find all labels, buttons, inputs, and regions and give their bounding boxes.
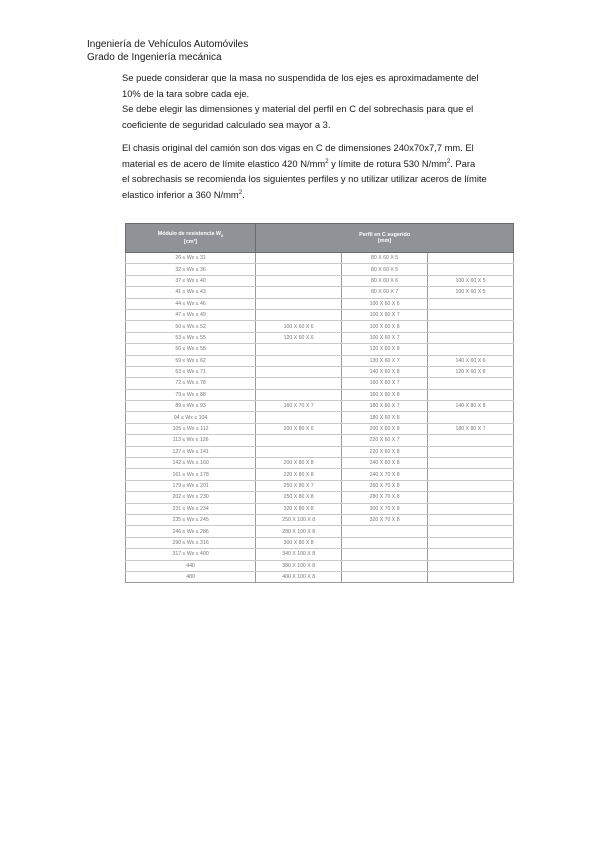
table-cell [428, 469, 514, 480]
table-row [126, 355, 514, 366]
table-cell: 200 X 60 X 8 [342, 423, 428, 434]
paragraph-line: Se debe elegir las dimensiones y material del perfil en C del sobrechasis para que el [122, 103, 474, 115]
superscript: 2 [238, 189, 243, 196]
text-run: . Para [450, 157, 476, 169]
table-cell [256, 287, 342, 298]
table-row [126, 423, 514, 434]
table-cell [428, 309, 514, 320]
table-cell [428, 446, 514, 457]
table-cell: 37 ≤ Wx ≤ 40 [126, 275, 256, 286]
table-row [126, 503, 514, 514]
table-cell: 56 ≤ Wx ≤ 58 [126, 344, 256, 355]
table-row [126, 435, 514, 446]
column-header-modulus [126, 224, 256, 253]
table-cell [256, 298, 342, 309]
column-header-profile [256, 224, 514, 253]
table-row [126, 480, 514, 491]
table-cell [256, 344, 342, 355]
table-cell [428, 412, 514, 423]
table-cell: 80 X 60 X 5 [342, 253, 428, 264]
table-cell [428, 480, 514, 491]
table-cell [256, 389, 342, 400]
table-cell [256, 412, 342, 423]
table-row [126, 287, 514, 298]
table-cell [428, 332, 514, 343]
table-cell [342, 537, 428, 548]
table-cell [428, 321, 514, 332]
table-cell: 80 X 60 X 5 [342, 264, 428, 275]
table-cell [428, 537, 514, 548]
table-cell: 400 X 100 X 8 [256, 571, 342, 582]
table-cell: 300 X 80 X 8 [256, 537, 342, 548]
table-cell: 160 X 60 X 8 [342, 389, 428, 400]
table-row [126, 264, 514, 275]
table-row [126, 537, 514, 548]
table-cell: 220 X 80 X 8 [256, 469, 342, 480]
paragraph-line: 10% de la tara sobre cada eje. [122, 87, 250, 99]
header-line-course: Ingeniería de Vehículos Automóviles [87, 39, 249, 50]
table-cell [428, 526, 514, 537]
table-cell: 41 ≤ Wx ≤ 43 [126, 287, 256, 298]
table-cell: 113 ≤ Wx ≤ 126 [126, 435, 256, 446]
table-cell: 240 X 60 X 8 [342, 458, 428, 469]
table-cell: 380 X 100 X 8 [256, 560, 342, 571]
table-cell: 246 ≤ Wx ≤ 286 [126, 526, 256, 537]
table-row [126, 401, 514, 412]
table-row [126, 332, 514, 343]
table-cell [428, 503, 514, 514]
header-unit: [cm³] [183, 238, 198, 245]
table-row [126, 446, 514, 457]
table-header-row [126, 224, 514, 253]
header-unit: [mm] [377, 238, 392, 244]
table-row [126, 389, 514, 400]
table-cell: 220 X 60 X 8 [342, 446, 428, 457]
table-cell: 140 X 80 X 8 [428, 401, 514, 412]
table-row [126, 253, 514, 264]
table-cell [342, 560, 428, 571]
table-cell: 120 X 60 X 6 [256, 332, 342, 343]
table-cell: 250 X 80 X 7 [256, 480, 342, 491]
table-cell: 80 X 60 X 6 [342, 275, 428, 286]
table-cell: 280 X 100 X 8 [256, 526, 342, 537]
table-cell: 100 X 60 X 5 [428, 287, 514, 298]
table-cell [428, 389, 514, 400]
table-cell [428, 560, 514, 571]
table-cell: 140 X 60 X 8 [342, 366, 428, 377]
table-cell: 180 X 80 X 7 [428, 423, 514, 434]
table-cell: 317 ≤ Wx ≤ 400 [126, 549, 256, 560]
table-cell [256, 355, 342, 366]
text-run: y límite de rotura 530 N/mm [328, 157, 447, 169]
text-run: material es de acero de límite elastico 420 N/mm [122, 157, 326, 169]
table-cell: 160 X 70 X 7 [256, 401, 342, 412]
table-cell: 89 ≤ Wx ≤ 93 [126, 401, 256, 412]
table-cell [342, 526, 428, 537]
table-cell [342, 549, 428, 560]
table-row [126, 298, 514, 309]
table-cell: 231 ≤ Wx ≤ 234 [126, 503, 256, 514]
table-row [126, 275, 514, 286]
paragraph-mass-note [122, 70, 514, 132]
table-cell [428, 298, 514, 309]
table-cell: 320 X 80 X 8 [256, 503, 342, 514]
table-cell: 100 X 60 X 7 [342, 309, 428, 320]
table-cell: 280 X 70 X 8 [342, 492, 428, 503]
table-row [126, 526, 514, 537]
table-row [126, 514, 514, 525]
table-cell: 100 X 60 X 6 [256, 321, 342, 332]
table-row [126, 571, 514, 582]
table-row [126, 560, 514, 571]
table-cell: 161 ≤ Wx ≤ 178 [126, 469, 256, 480]
table-cell [428, 571, 514, 582]
table-cell: 47 ≤ Wx ≤ 49 [126, 309, 256, 320]
table-cell: 290 ≤ Wx ≤ 316 [126, 537, 256, 548]
table-row [126, 412, 514, 423]
table-cell: 80 X 60 X 7 [342, 287, 428, 298]
table-row [126, 492, 514, 503]
paragraph-line: coeficiente de seguridad calculado sea mayor a 3. [122, 118, 331, 130]
table-cell [256, 309, 342, 320]
paragraph-line [122, 187, 514, 203]
table-cell: 142 ≤ Wx ≤ 160 [126, 458, 256, 469]
table-cell: 32 ≤ Wx ≤ 36 [126, 264, 256, 275]
table-cell: 44 ≤ Wx ≤ 46 [126, 298, 256, 309]
table-row [126, 549, 514, 560]
table-cell: 79 ≤ Wx ≤ 88 [126, 389, 256, 400]
table-cell: 100 X 60 X 7 [342, 332, 428, 343]
table-cell: 100 X 60 X 8 [342, 321, 428, 332]
table-cell [428, 458, 514, 469]
paragraph-line: el sobrechasis se recomienda los siguientes perfiles y no utilizar utilizar aceros de límite [122, 173, 487, 185]
table-cell: 235 ≤ Wx ≤ 245 [126, 514, 256, 525]
table-cell: 53 ≤ Wx ≤ 55 [126, 332, 256, 343]
table-cell: 180 X 60 X 8 [342, 412, 428, 423]
text-run: elastico inferior a 360 N/mm [122, 188, 239, 200]
table-cell [256, 378, 342, 389]
table-row [126, 469, 514, 480]
table-cell: 130 X 60 X 7 [342, 355, 428, 366]
table-body [126, 253, 514, 583]
table-cell: 180 X 60 X 7 [342, 401, 428, 412]
table-cell: 120 X 60 X 8 [428, 366, 514, 377]
header-text: Módulo de resistencia W [157, 231, 221, 238]
superscript: 2 [325, 158, 329, 165]
table-cell: 100 X 60 X 6 [342, 298, 428, 309]
table-cell: 200 X 80 X 8 [256, 458, 342, 469]
table-cell [428, 253, 514, 264]
table-cell: 202 ≤ Wx ≤ 230 [126, 492, 256, 503]
table-cell: 340 X 100 X 8 [256, 549, 342, 560]
paragraph-line [122, 156, 514, 172]
table-cell [428, 549, 514, 560]
table-cell: 200 X 80 X 6 [256, 423, 342, 434]
table-row [126, 344, 514, 355]
table-cell: 300 X 70 X 8 [342, 503, 428, 514]
table-cell: 240 X 70 X 8 [342, 469, 428, 480]
table-cell: 250 X 80 X 8 [256, 492, 342, 503]
table-cell: 26 ≤ Wx ≤ 31 [126, 253, 256, 264]
table-cell: 94 ≤ Wx ≤ 104 [126, 412, 256, 423]
table-cell: 179 ≤ Wx ≤ 201 [126, 480, 256, 491]
table-cell [428, 514, 514, 525]
table-row [126, 366, 514, 377]
table-cell [256, 446, 342, 457]
paragraph-line: Se puede considerar que la masa no suspendida de los ejes es aproximadamente del [122, 72, 479, 83]
table-cell [428, 435, 514, 446]
table-cell: 100 X 60 X 5 [428, 275, 514, 286]
table-cell: 250 X 100 X 8 [256, 514, 342, 525]
table-row [126, 378, 514, 389]
table-row [126, 458, 514, 469]
superscript: 2 [446, 158, 451, 165]
table-row [126, 309, 514, 320]
paragraph-line: El chasis original del camión son dos vigas en C de dimensiones 240x70x7,7 mm. El [122, 142, 474, 153]
table-cell [256, 366, 342, 377]
table-cell [428, 264, 514, 275]
header-text: Perfil en C sugerido [359, 232, 411, 238]
table-cell: 320 X 70 X 8 [342, 514, 428, 525]
table-cell: 220 X 60 X 7 [342, 435, 428, 446]
text-run: . [242, 188, 245, 200]
table-cell [428, 492, 514, 503]
table-cell: 63 ≤ Wx ≤ 71 [126, 366, 256, 377]
header-subscript: x [220, 233, 224, 239]
table-cell [428, 378, 514, 389]
table-row [126, 321, 514, 332]
table-cell [428, 344, 514, 355]
table-cell: 127 ≤ Wx ≤ 141 [126, 446, 256, 457]
table-cell: 120 X 60 X 8 [342, 344, 428, 355]
document-header [87, 38, 248, 64]
table-cell: 50 ≤ Wx ≤ 52 [126, 321, 256, 332]
table-cell [256, 435, 342, 446]
table-cell: 260 X 70 X 8 [342, 480, 428, 491]
table-cell [256, 253, 342, 264]
table-cell: 105 ≤ Wx ≤ 112 [126, 423, 256, 434]
table-cell: 480 [126, 571, 256, 582]
table-cell: 160 X 60 X 7 [342, 378, 428, 389]
paragraph-chassis [122, 140, 514, 202]
table-cell: 140 X 60 X 6 [428, 355, 514, 366]
table-cell: 440 [126, 560, 256, 571]
table-cell [256, 264, 342, 275]
table-cell: 72 ≤ Wx ≤ 78 [126, 378, 256, 389]
table-cell [256, 275, 342, 286]
header-line-degree: Grado de Ingeniería mecánica [87, 52, 222, 63]
profile-table [125, 223, 514, 583]
table-cell: 59 ≤ Wx ≤ 62 [126, 355, 256, 366]
table-cell [342, 571, 428, 582]
